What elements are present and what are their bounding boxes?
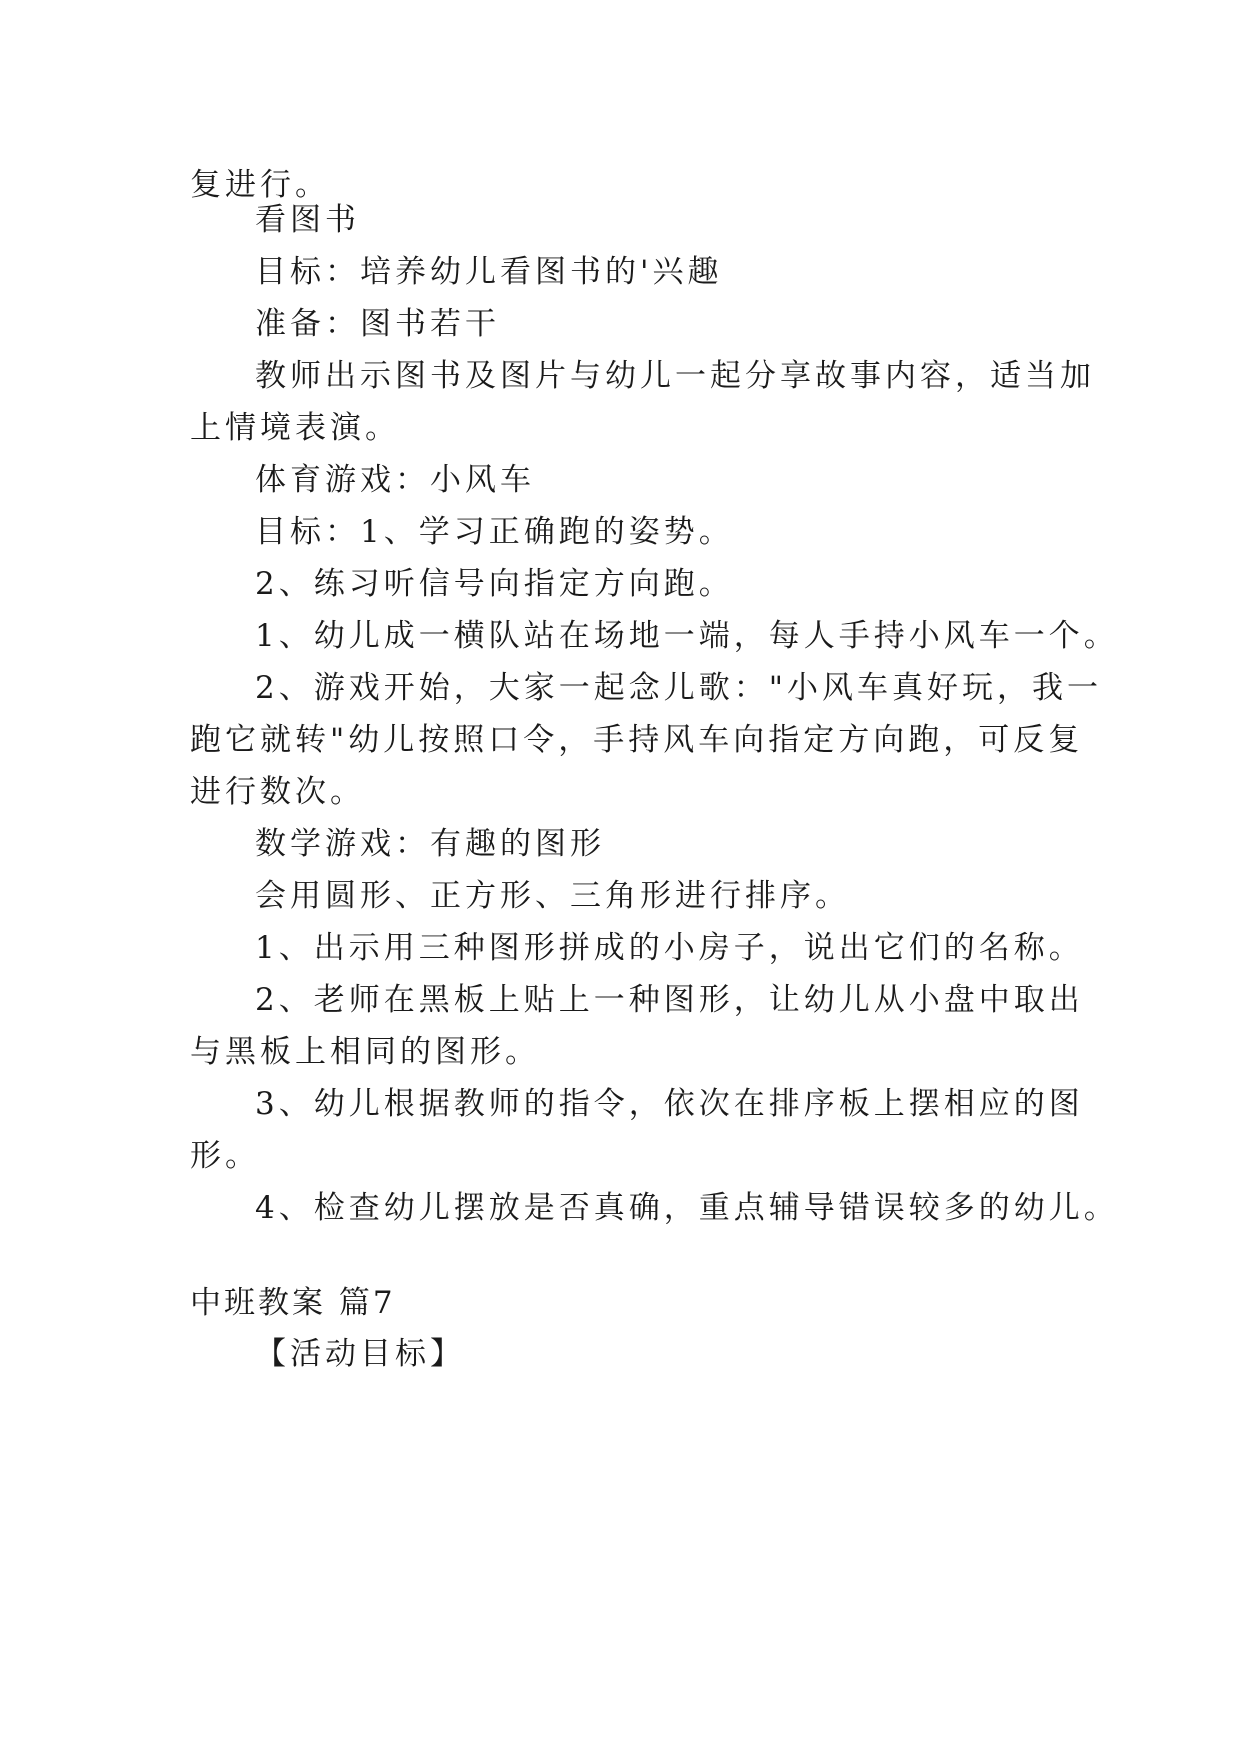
text-line: 会用圆形、正方形、三角形进行排序。	[255, 878, 850, 914]
activity-title-shapes-game: 数学游戏：有趣的图形	[255, 826, 605, 862]
text-line: 跑它就转"幼儿按照口令，手持风车向指定方向跑，可反复	[190, 722, 1084, 758]
text-line: 目标：培养幼儿看图书的'兴趣	[255, 254, 723, 290]
section-subheading: 【活动目标】	[255, 1336, 465, 1372]
activity-title-pinwheel-game: 体育游戏：小风车	[255, 462, 535, 498]
text-line: 2、游戏开始，大家一起念儿歌："小风车真好玩，我一	[255, 670, 1102, 706]
text-line: 1、幼儿成一横队站在场地一端，每人手持小风车一个。	[255, 618, 1119, 654]
text-line: 3、幼儿根据教师的指令，依次在排序板上摆相应的图	[255, 1086, 1084, 1122]
text-line: 形。	[190, 1138, 260, 1174]
text-line: 4、检查幼儿摆放是否真确，重点辅导错误较多的幼儿。	[255, 1190, 1119, 1226]
text-line: 2、老师在黑板上贴上一种图形，让幼儿从小盘中取出	[255, 982, 1084, 1018]
text-line: 上情境表演。	[190, 410, 400, 446]
activity-title-picture-books: 看图书	[255, 202, 360, 238]
text-line: 与黑板上相同的图形。	[190, 1034, 540, 1070]
text-line: 复进行。	[190, 167, 330, 203]
text-line: 1、出示用三种图形拼成的小房子，说出它们的名称。	[255, 930, 1084, 966]
text-line: 教师出示图书及图片与幼儿一起分享故事内容，适当加	[255, 358, 1095, 394]
text-line: 准备：图书若干	[255, 306, 500, 342]
text-line: 目标：1、学习正确跑的姿势。	[255, 514, 734, 550]
section-heading: 中班教案 篇7	[190, 1285, 396, 1321]
text-line: 进行数次。	[190, 774, 365, 810]
text-line: 2、练习听信号向指定方向跑。	[255, 566, 734, 602]
